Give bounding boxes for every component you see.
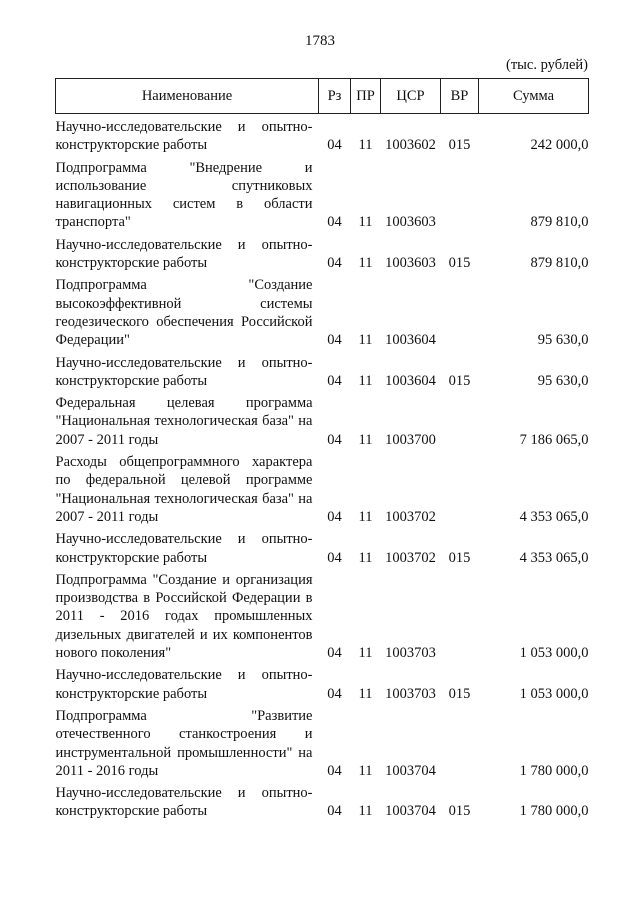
row-name-line: 2011 - 2016 годах промышленных xyxy=(55,608,313,625)
row-name-line: конструкторские работы xyxy=(55,549,208,566)
row-name-line: транспорта" xyxy=(55,214,131,231)
row-name-line: Расходы общепрограммного характера xyxy=(55,454,313,471)
table-row xyxy=(56,449,589,526)
header-vr: ВР xyxy=(441,79,479,114)
row-sum: 1 780 000,0 xyxy=(519,762,589,779)
row-csr: 1003603 xyxy=(385,255,436,272)
row-csr: 1003702 xyxy=(385,508,436,525)
row-name xyxy=(56,272,319,349)
row-name xyxy=(56,780,319,821)
header-sum: Сумма xyxy=(479,79,589,114)
table-row xyxy=(56,350,589,391)
header-pr: ПР xyxy=(351,79,381,114)
row-name-line: Научно-исследовательские и опытно- xyxy=(55,354,313,371)
row-csr: 1003604 xyxy=(385,372,436,389)
row-csr: 1003604 xyxy=(385,332,436,349)
row-name-line: навигационных систем в области xyxy=(55,196,313,213)
row-name-line: Научно-исследовательские и опытно- xyxy=(55,119,313,135)
row-pr: 11 xyxy=(358,508,373,525)
row-name-line: конструкторские работы xyxy=(55,372,208,389)
row-name-line: Подпрограмма "Внедрение и xyxy=(55,159,313,176)
row-name-line: конструкторские работы xyxy=(55,685,208,702)
row-vr xyxy=(441,155,479,232)
row-sum: 95 630,0 xyxy=(537,372,589,389)
row-vr xyxy=(441,272,479,349)
row-vr xyxy=(441,390,479,449)
row-name-line: использование спутниковых xyxy=(55,177,313,194)
row-csr: 1003704 xyxy=(385,762,436,779)
row-sum: 1 053 000,0 xyxy=(519,645,589,662)
row-pr: 11 xyxy=(358,431,373,448)
table-row xyxy=(56,114,589,155)
row-sum: 879 810,0 xyxy=(530,255,589,272)
row-csr: 1003603 xyxy=(385,214,436,231)
row-vr xyxy=(441,449,479,526)
row-pr: 11 xyxy=(358,685,373,702)
row-vr: 015 xyxy=(448,685,471,702)
row-sum: 95 630,0 xyxy=(537,332,589,349)
row-vr: 015 xyxy=(448,372,471,389)
row-sum: 1 780 000,0 xyxy=(519,803,589,820)
row-name xyxy=(56,155,319,232)
row-csr: 1003704 xyxy=(385,803,436,820)
row-name-line: инструментальной промышленности" на xyxy=(55,744,313,761)
row-vr: 015 xyxy=(448,549,471,566)
row-rz: 04 xyxy=(327,332,342,349)
table-row xyxy=(56,526,589,567)
row-name-line: "Национальная технологическая база" на xyxy=(55,413,313,430)
row-rz: 04 xyxy=(327,137,342,154)
row-pr: 11 xyxy=(358,214,373,231)
row-vr: 015 xyxy=(448,255,471,272)
row-name-line: Научно-исследовательские и опытно- xyxy=(55,236,313,253)
header-csr: ЦСР xyxy=(381,79,441,114)
table-row xyxy=(56,390,589,449)
row-name-line: "Национальная технологическая база" на xyxy=(55,490,313,507)
row-name-line: нового поколения" xyxy=(55,645,172,662)
row-csr: 1003602 xyxy=(385,137,436,154)
row-vr: 015 xyxy=(448,137,471,154)
row-rz: 04 xyxy=(327,645,342,662)
row-name-line: Подпрограмма "Создание и организация xyxy=(55,571,313,588)
row-name xyxy=(56,662,319,703)
row-name-line: конструкторские работы xyxy=(55,803,208,820)
row-name-line: Подпрограмма "Развитие xyxy=(55,707,313,724)
budget-table xyxy=(55,78,589,821)
row-name xyxy=(56,114,319,155)
row-rz: 04 xyxy=(327,549,342,566)
row-name-line: конструкторские работы xyxy=(55,255,208,272)
page-number: 1783 xyxy=(305,33,335,49)
row-pr: 11 xyxy=(358,803,373,820)
row-name-line: Научно-исследовательские и опытно- xyxy=(55,531,313,548)
table-row xyxy=(56,567,589,662)
row-rz: 04 xyxy=(327,255,342,272)
row-vr xyxy=(441,567,479,662)
row-name xyxy=(56,449,319,526)
row-rz: 04 xyxy=(327,685,342,702)
table-row xyxy=(56,703,589,780)
row-csr: 1003703 xyxy=(385,685,436,702)
row-name-line: отечественного станкостроения и xyxy=(55,726,313,743)
row-name-line: производства в Российской Федерации в xyxy=(55,590,313,607)
row-name-line: Федерации" xyxy=(55,332,130,349)
row-csr: 1003703 xyxy=(385,645,436,662)
row-name xyxy=(56,232,319,273)
row-rz: 04 xyxy=(327,762,342,779)
table-row xyxy=(56,662,589,703)
row-pr: 11 xyxy=(358,645,373,662)
row-name-line: геодезического обеспечения Российской xyxy=(55,313,313,330)
row-pr: 11 xyxy=(358,332,373,349)
row-pr: 11 xyxy=(358,255,373,272)
row-pr: 11 xyxy=(358,137,373,154)
table-row xyxy=(56,272,589,349)
row-sum: 879 810,0 xyxy=(530,214,589,231)
row-sum: 4 353 065,0 xyxy=(519,508,589,525)
table-row xyxy=(56,780,589,821)
row-name-line: 2007 - 2011 годы xyxy=(55,508,159,525)
row-rz: 04 xyxy=(327,803,342,820)
row-name-line: Научно-исследовательские и опытно- xyxy=(55,785,313,802)
row-name-line: по федеральной целевой программе xyxy=(55,472,313,489)
header-rz: Рз xyxy=(319,79,351,114)
row-rz: 04 xyxy=(327,214,342,231)
row-name-line: 2011 - 2016 годы xyxy=(55,762,159,779)
row-name xyxy=(56,703,319,780)
row-name xyxy=(56,567,319,662)
row-sum: 4 353 065,0 xyxy=(519,549,589,566)
row-pr: 11 xyxy=(358,549,373,566)
row-name xyxy=(56,350,319,391)
row-csr: 1003700 xyxy=(385,431,436,448)
row-name xyxy=(56,390,319,449)
row-name-line: Научно-исследовательские и опытно- xyxy=(55,667,313,684)
row-rz: 04 xyxy=(327,372,342,389)
row-name-line: дизельных двигателей и их компонентов xyxy=(55,626,313,643)
row-vr xyxy=(441,703,479,780)
table-row xyxy=(56,232,589,273)
table-header xyxy=(56,79,589,114)
units-label: (тыс. рублей) xyxy=(506,57,588,73)
row-pr: 11 xyxy=(358,372,373,389)
row-rz: 04 xyxy=(327,431,342,448)
row-name-line: высокоэффективной системы xyxy=(55,295,313,312)
row-name-line: Федеральная целевая программа xyxy=(55,395,313,412)
row-name-line: 2007 - 2011 годы xyxy=(55,431,159,448)
row-sum: 1 053 000,0 xyxy=(519,685,589,702)
row-csr: 1003702 xyxy=(385,549,436,566)
row-name xyxy=(56,526,319,567)
row-name-line: конструкторские работы xyxy=(55,137,208,154)
row-sum: 242 000,0 xyxy=(530,137,589,154)
header-name: Наименование xyxy=(56,79,319,114)
row-name-line: Подпрограмма "Создание xyxy=(55,277,313,294)
row-sum: 7 186 065,0 xyxy=(519,431,589,448)
row-pr: 11 xyxy=(358,762,373,779)
table-row xyxy=(56,155,589,232)
row-vr: 015 xyxy=(448,803,471,820)
row-rz: 04 xyxy=(327,508,342,525)
